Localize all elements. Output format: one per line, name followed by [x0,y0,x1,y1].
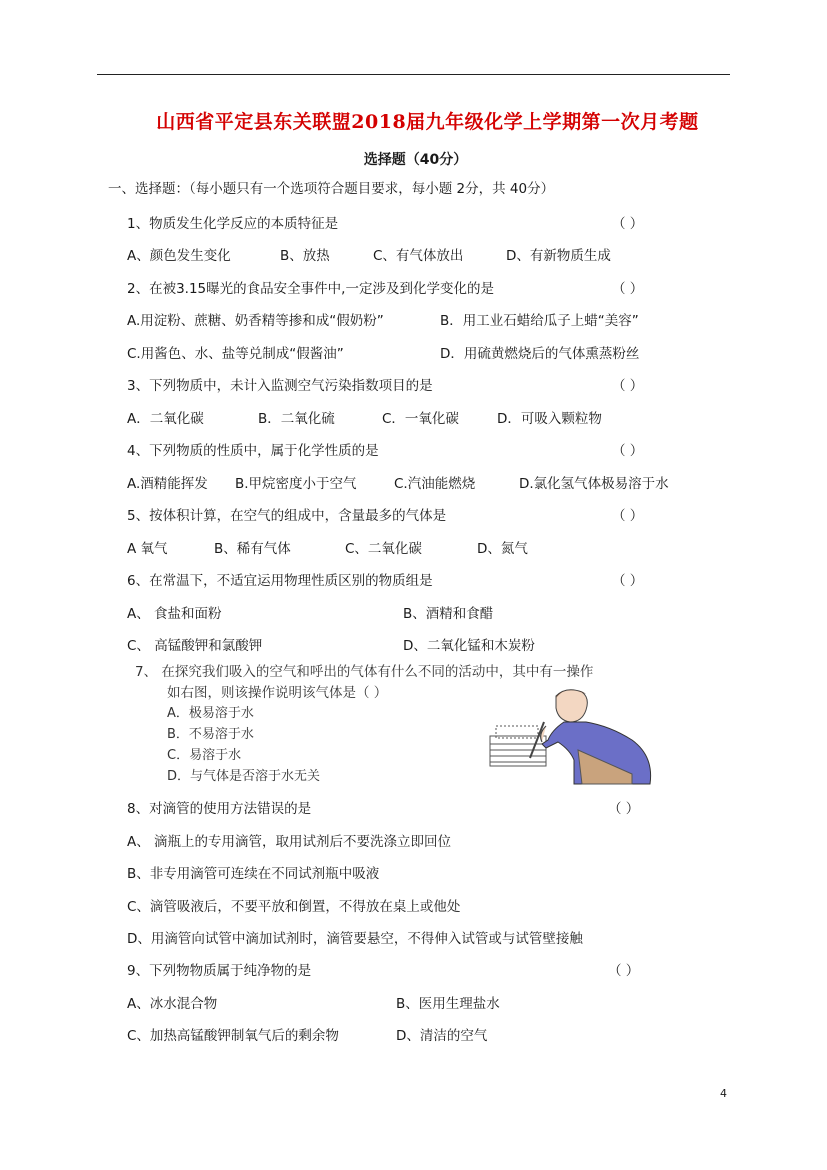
question-4-answer-blank: （ ） [612,443,644,459]
question-4-option-b: B.甲烷密度小于空气 [235,476,357,492]
question-8-option-d: D、用滴管向试管中滴加试剂时，滴管要悬空，不得伸入试管或与试管壁接触 [127,931,583,947]
question-1-option-d: D、有新物质生成 [506,248,611,264]
question-1-stem: 1、物质发生化学反应的本质特征是 [127,216,339,232]
question-1-option-c: C、有气体放出 [373,248,464,264]
question-3-option-d: D．可吸入颗粒物 [497,411,602,427]
question-5-option-c: C、二氧化碳 [345,541,422,557]
question-8-option-b: B、非专用滴管可连续在不同试剂瓶中吸液 [127,866,380,882]
question-6-option-b: B、酒精和食醋 [403,606,494,622]
question-5-option-b: B、稀有气体 [214,541,291,557]
question-2-answer-blank: （ ） [612,281,644,297]
question-6-answer-blank: （ ） [612,573,644,589]
question-3-answer-blank: （ ） [612,378,644,394]
question-4-option-c: C.汽油能燃烧 [394,476,476,492]
person-blowing-into-water-illustration [482,686,660,790]
question-4-option-a: A.酒精能挥发 [127,476,208,492]
question-8-option-a: A、 滴瓶上的专用滴管，取用试剂后不要洗涤立即回位 [127,834,452,850]
question-3-stem: 3、下列物质中，未计入监测空气污染指数项目的是 [127,378,433,394]
question-2-option-c: C.用酱色、水、盐等兑制成“假酱油” [127,346,344,362]
question-6-option-d: D、二氧化锰和木炭粉 [403,638,535,654]
question-8-option-c: C、滴管吸液后，不要平放和倒置，不得放在桌上或他处 [127,899,461,915]
question-8-stem: 8、对滴管的使用方法错误的是 [127,801,312,817]
question-8-answer-blank: （ ） [608,801,640,817]
question-9-option-d: D、清洁的空气 [396,1028,488,1044]
question-2-option-a: A.用淀粉、蔗糖、奶香精等掺和成“假奶粉” [127,313,384,329]
person-icon [541,690,651,784]
section-subtitle: 选择题（40分） [363,152,468,168]
question-9-option-b: B、医用生理盐水 [396,996,500,1012]
question-4-stem: 4、下列物质的性质中，属于化学性质的是 [127,443,379,459]
question-5-option-d: D、氮气 [477,541,528,557]
question-3-option-c: C．一氧化碳 [382,411,459,427]
page-title: 山西省平定县东关联盟2018届九年级化学上学期第一次月考题 [156,111,699,133]
question-1-option-b: B、放热 [280,248,330,264]
question-7-option-b: B．不易溶于水 [167,727,254,742]
question-7-option-a: A．极易溶于水 [167,706,254,721]
question-2-stem: 2、在被3.15曝光的食品安全事件中,一定涉及到化学变化的是 [127,281,494,297]
water-trough-icon [490,726,546,766]
section-heading: 一、选择题：（每小题只有一个选项符合题目要求，每小题 2分，共 40分） [108,181,555,197]
question-7-stem-line-2: 如右图，则该操作说明该气体是（ ） [167,685,388,701]
question-9-option-c: C、加热高锰酸钾制氧气后的剩余物 [127,1028,339,1044]
question-1-answer-blank: （ ） [612,216,644,232]
question-3-option-b: B．二氧化硫 [258,411,335,427]
question-7-option-c: C．易溶于水 [167,748,242,763]
question-7-stem-line-1: 7、 在探究我们吸入的空气和呼出的气体有什么不同的活动中，其中有一操作 [135,664,594,680]
question-5-option-a: A 氧气 [127,541,168,557]
page-number: 4 [720,1087,727,1100]
question-2-option-d: D．用硫黄燃烧后的气体熏蒸粉丝 [440,346,640,362]
question-9-stem: 9、下列物物质属于纯净物的是 [127,963,312,979]
header-rule [97,74,730,75]
question-6-option-c: C、 高锰酸钾和氯酸钾 [127,638,263,654]
question-9-answer-blank: （ ） [608,963,640,979]
question-6-stem: 6、在常温下，不适宜运用物理性质区别的物质组是 [127,573,433,589]
question-1-option-a: A、颜色发生变化 [127,248,231,264]
question-5-answer-blank: （ ） [612,508,644,524]
question-7-option-d: D．与气体是否溶于水无关 [167,769,321,784]
question-9-option-a: A、冰水混合物 [127,996,218,1012]
question-2-option-b: B．用工业石蜡给瓜子上蜡“美容” [440,313,639,329]
question-3-option-a: A．二氧化碳 [127,411,204,427]
question-4-option-d: D.氯化氢气体极易溶于水 [519,476,669,492]
question-5-stem: 5、按体积计算，在空气的组成中，含量最多的气体是 [127,508,447,524]
question-6-option-a: A、 食盐和面粉 [127,606,222,622]
